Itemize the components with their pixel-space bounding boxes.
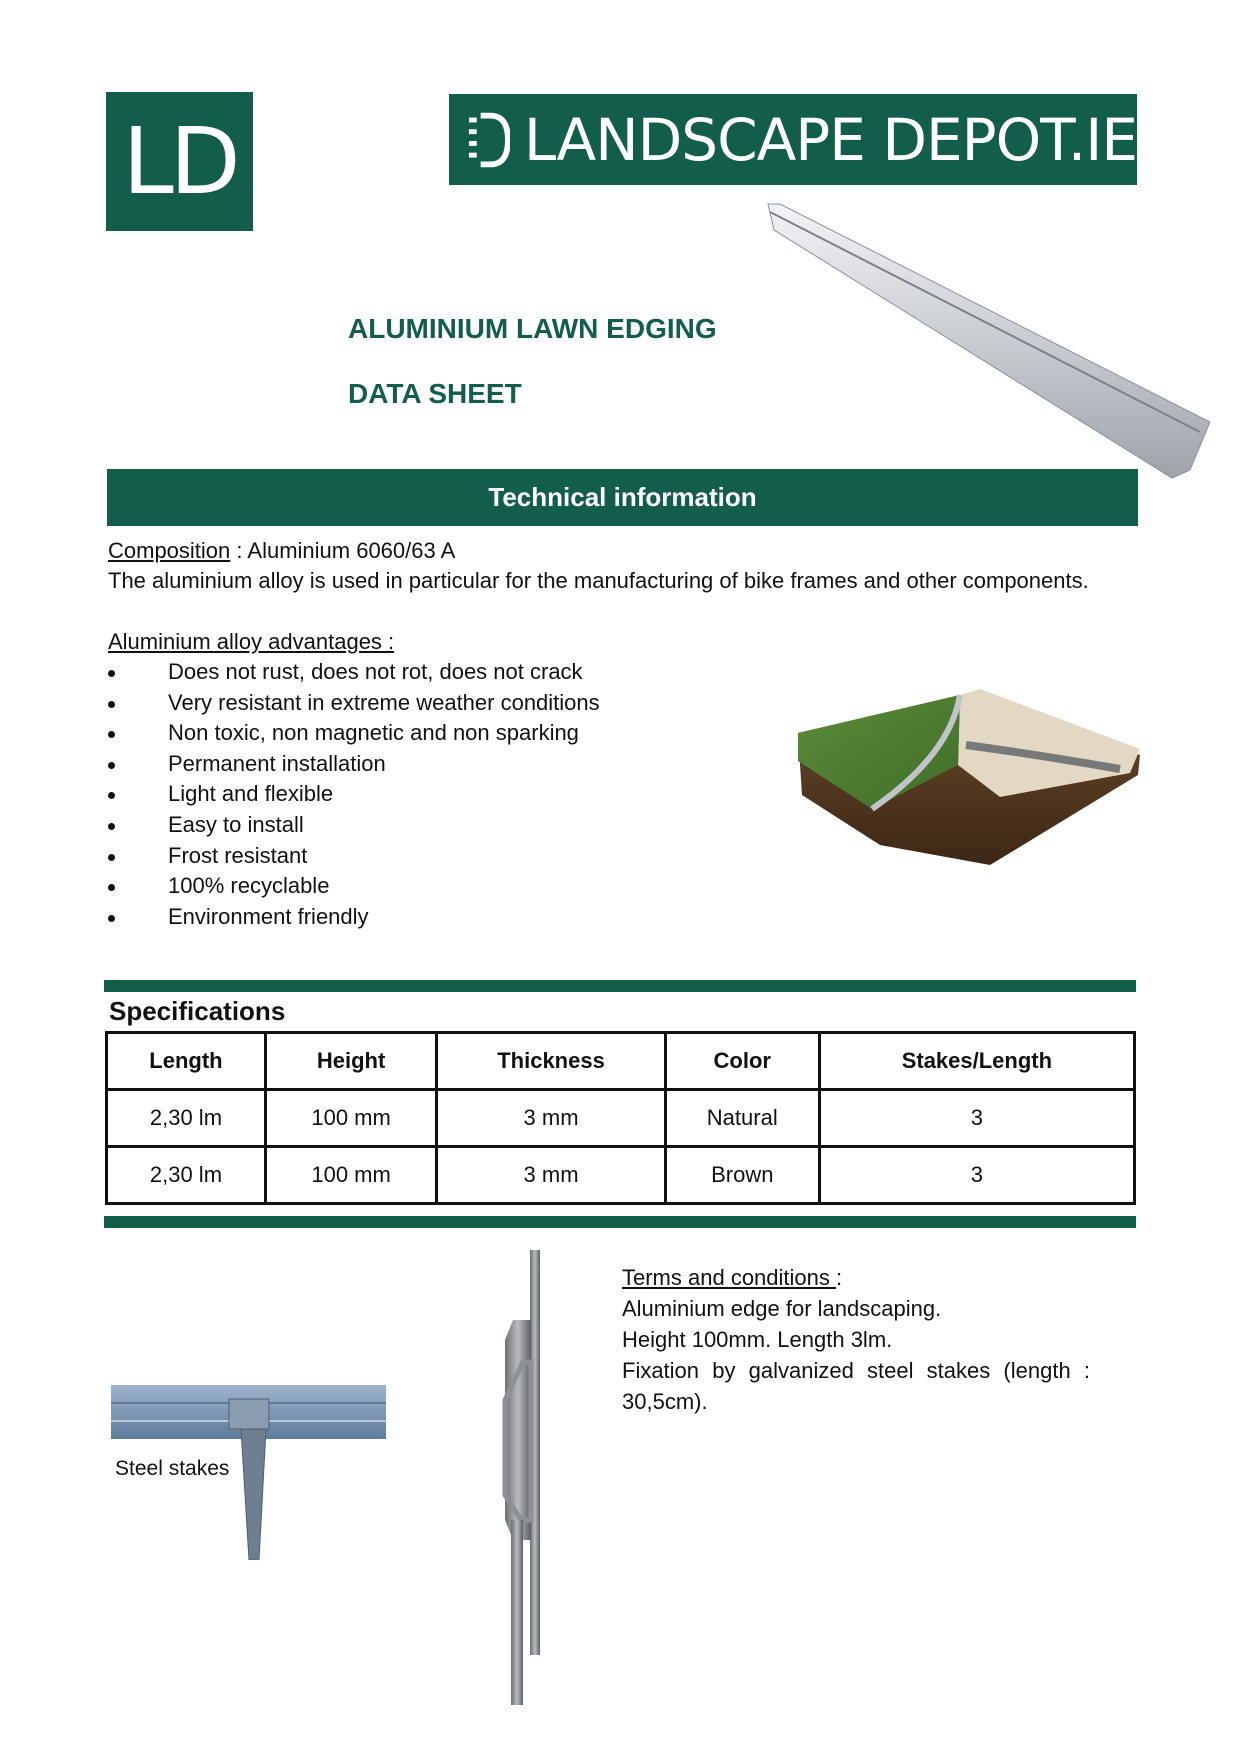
- table-cell: Natural: [665, 1090, 819, 1147]
- brand-name: LANDSCAPE DEPOT.IE: [523, 105, 1137, 174]
- advantages-list: [108, 657, 600, 932]
- column-header: Color: [665, 1033, 819, 1090]
- list-item: Environment friendly: [108, 902, 600, 933]
- advantages-heading: Aluminium alloy advantages :: [108, 629, 395, 654]
- bullet-icon: [108, 884, 115, 891]
- list-item: Non toxic, non magnetic and non sparking: [108, 718, 600, 749]
- column-header: Stakes/Length: [819, 1033, 1134, 1090]
- list-item: Frost resistant: [108, 841, 600, 872]
- document-title: ALUMINIUM LAWN EDGING: [348, 313, 717, 344]
- list-item: Easy to install: [108, 810, 600, 841]
- bullet-icon: [108, 854, 115, 861]
- steel-stakes-label: Steel stakes: [115, 1457, 230, 1480]
- terms-heading-line: Terms and conditions :: [622, 1265, 843, 1290]
- list-item: Does not rust, does not rot, does not crack: [108, 657, 600, 688]
- list-item: Light and flexible: [108, 779, 600, 810]
- list-item: 100% recyclable: [108, 871, 600, 902]
- logo-monogram: LD: [122, 108, 237, 215]
- bullet-icon: [108, 762, 115, 769]
- brand-banner: [449, 94, 1137, 185]
- table-row: [107, 1090, 1135, 1147]
- table-cell: 2,30 lm: [107, 1090, 266, 1147]
- list-item: Permanent installation: [108, 749, 600, 780]
- table-cell: 3 mm: [437, 1147, 665, 1204]
- table-cell: Brown: [665, 1147, 819, 1204]
- bullet-icon: [108, 731, 115, 738]
- bullet-icon: [108, 823, 115, 830]
- terms-line: 30,5cm).: [622, 1389, 708, 1414]
- bullet-icon: [108, 670, 115, 677]
- table-cell: 2,30 lm: [107, 1147, 266, 1204]
- technical-information-banner: [107, 469, 1138, 526]
- table-header-row: [107, 1033, 1135, 1090]
- document-subtitle: DATA SHEET: [348, 378, 522, 409]
- divider: [104, 980, 1136, 992]
- composition-label: Composition: [108, 538, 231, 563]
- bullet-icon: [108, 701, 115, 708]
- table-cell: 100 mm: [265, 1090, 436, 1147]
- specifications-heading: Specifications: [109, 996, 286, 1026]
- terms-line: Fixation by galvanized steel stakes (length :: [622, 1358, 1090, 1383]
- steel-stake-image: [475, 1250, 555, 1710]
- bullet-icon: [108, 792, 115, 799]
- brand-mark-icon: [467, 111, 510, 169]
- table-cell: 3: [819, 1090, 1134, 1147]
- table-cell: 100 mm: [265, 1147, 436, 1204]
- divider: [104, 1216, 1136, 1228]
- aluminium-edging-image: [760, 200, 1210, 485]
- technical-heading: Technical information: [488, 482, 757, 512]
- specifications-table: [105, 1031, 1136, 1205]
- column-header: Height: [265, 1033, 436, 1090]
- table-cell: 3 mm: [437, 1090, 665, 1147]
- composition-line: [108, 536, 455, 566]
- terms-and-conditions: [622, 1262, 1090, 1417]
- terms-line: Aluminium edge for landscaping.: [622, 1296, 942, 1321]
- list-item: Very resistant in extreme weather conditions: [108, 688, 600, 719]
- lawn-edging-installation-image: [790, 685, 1145, 875]
- alloy-description: The aluminium alloy is used in particular for the manufacturing of bike frames and other components.: [108, 568, 1089, 593]
- ld-logo: [106, 92, 253, 231]
- column-header: Length: [107, 1033, 266, 1090]
- column-header: Thickness: [437, 1033, 665, 1090]
- composition-value: : Aluminium 6060/63 A: [230, 538, 456, 563]
- bullet-icon: [108, 915, 115, 922]
- table-cell: 3: [819, 1147, 1134, 1204]
- table-row: [107, 1147, 1135, 1204]
- terms-heading: Terms and conditions: [622, 1265, 836, 1290]
- terms-line: Height 100mm. Length 3lm.: [622, 1327, 893, 1352]
